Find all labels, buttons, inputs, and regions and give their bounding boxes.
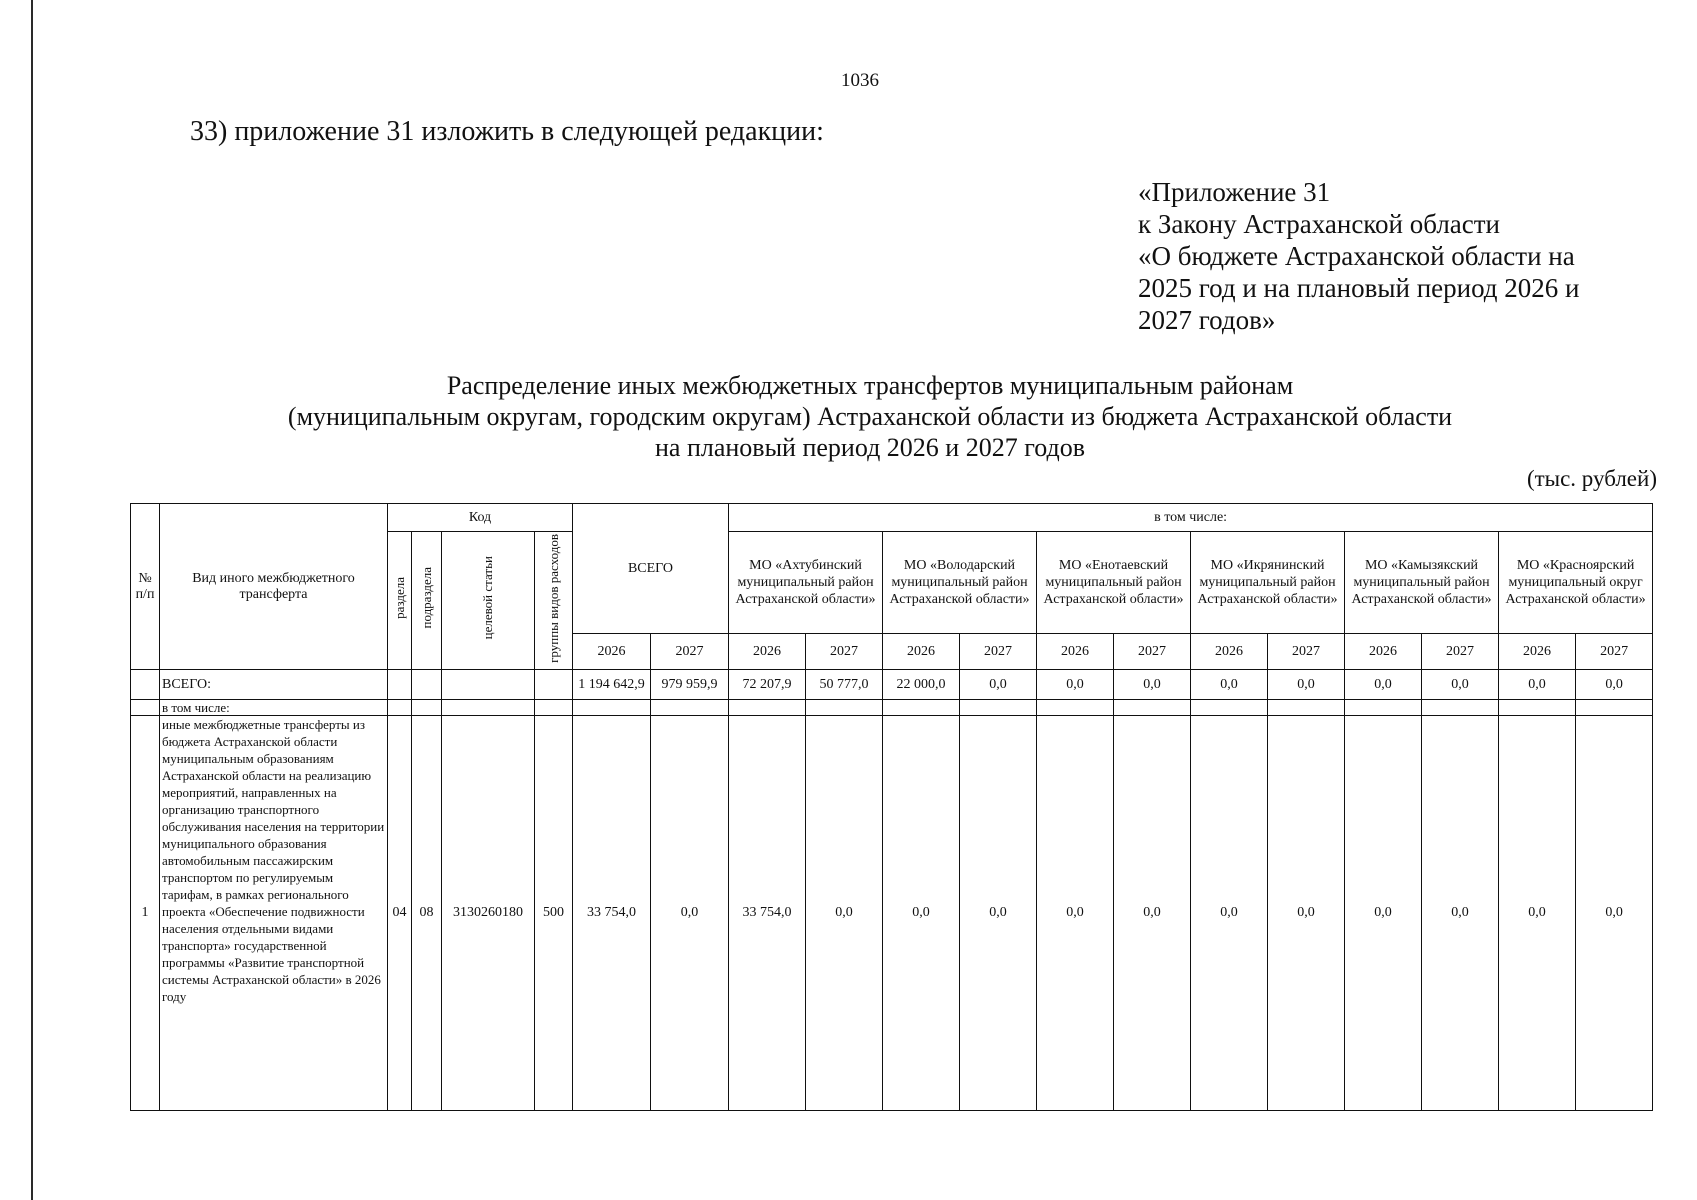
document-title: [180, 370, 1560, 463]
row-code-group: 500: [535, 716, 573, 1111]
header-year: 2026: [1345, 634, 1422, 670]
cell-empty: [1114, 700, 1191, 716]
amendment-text: 33) приложение 31 изложить в следующей редакции:: [190, 116, 824, 147]
appendix-line: «О бюджете Астраханской области на: [1138, 241, 1575, 271]
header-year: 2027: [960, 634, 1037, 670]
page-number: 1036: [841, 70, 879, 91]
cell-empty: [535, 700, 573, 716]
header-including: в том числе:: [729, 504, 1653, 532]
total-label: ВСЕГО:: [160, 670, 388, 700]
row-value: 0,0: [651, 716, 729, 1111]
header-year: 2026: [1037, 634, 1114, 670]
total-value: 22 000,0: [883, 670, 960, 700]
cell-empty: [131, 700, 160, 716]
header-mo-kamyzyaksky: МО «Камызякский муниципальный район Астраханской области»: [1345, 532, 1499, 634]
cell-empty: [883, 700, 960, 716]
header-code: Код: [388, 504, 573, 532]
table-row-total: [131, 670, 1653, 700]
row-value: 33 754,0: [573, 716, 651, 1111]
cell-empty: [535, 670, 573, 700]
cell-empty: [651, 700, 729, 716]
row-value: 33 754,0: [729, 716, 806, 1111]
header-year: 2026: [1191, 634, 1268, 670]
cell-empty: [388, 670, 412, 700]
row-value: 0,0: [1037, 716, 1114, 1111]
title-line: Распределение иных межбюджетных трансфертов муниципальным районам: [446, 371, 1294, 400]
header-year: 2027: [1114, 634, 1191, 670]
row-value: 0,0: [806, 716, 883, 1111]
row-value: 0,0: [960, 716, 1037, 1111]
cell-empty: [960, 700, 1037, 716]
total-value: 0,0: [1268, 670, 1345, 700]
total-value: 0,0: [1345, 670, 1422, 700]
cell-empty: [1268, 700, 1345, 716]
row-num: 1: [131, 716, 160, 1111]
cell-empty: [442, 700, 535, 716]
title-line: на плановый период 2026 и 2027 годов: [655, 433, 1085, 462]
header-year: 2027: [1576, 634, 1653, 670]
row-code-subsection: 08: [412, 716, 442, 1111]
row-value: 0,0: [1576, 716, 1653, 1111]
cell-empty: [1576, 700, 1653, 716]
total-value: 72 207,9: [729, 670, 806, 700]
total-value: 0,0: [1576, 670, 1653, 700]
cell-empty: [1191, 700, 1268, 716]
row-value: 0,0: [1114, 716, 1191, 1111]
cell-empty: [1499, 700, 1576, 716]
cell-empty: [412, 700, 442, 716]
header-code-section: раздела: [388, 532, 412, 670]
row-value: 0,0: [1191, 716, 1268, 1111]
header-mo-volodarsky: МО «Володарский муниципальный район Астраханской области»: [883, 532, 1037, 634]
row-description: иные межбюджетные трансферты из бюджета Астраханской области муниципальным образованиям Астраханской области на реализацию мероприятий, направленных на организацию транспортного обслуживания населения на территории муниципального образования автомобильным пассажирским транспортом по регулируемым тарифам, в рамках регионального проекта «Обеспечение подвижности населения отдельными видами транспорта» государственной программы «Развитие транспортной системы Астраханской области» в 2026 году: [160, 716, 388, 1111]
cell-empty: [1037, 700, 1114, 716]
header-year: 2026: [1499, 634, 1576, 670]
header-code-target: целевой статьи: [442, 532, 535, 670]
header-year: 2027: [806, 634, 883, 670]
total-value: 0,0: [1037, 670, 1114, 700]
transfers-table: [130, 503, 1653, 1111]
header-year: 2026: [883, 634, 960, 670]
cell-empty: [412, 670, 442, 700]
total-value: 1 194 642,9: [573, 670, 651, 700]
cell-empty: [1345, 700, 1422, 716]
appendix-line: «Приложение 31: [1138, 177, 1331, 207]
total-value: 0,0: [1191, 670, 1268, 700]
cell-empty: [388, 700, 412, 716]
title-line: (муниципальным округам, городским округам) Астраханской области из бюджета Астраханской области: [287, 402, 1453, 431]
header-total: ВСЕГО: [573, 504, 729, 634]
cell-empty: [573, 700, 651, 716]
header-code-subsection: подраздела: [412, 532, 442, 670]
margin-line: [31, 0, 33, 1200]
header-year: 2026: [573, 634, 651, 670]
cell-empty: [729, 700, 806, 716]
cell-empty: [1422, 700, 1499, 716]
units-label: (тыс. рублей): [1526, 466, 1657, 491]
header-year: 2026: [729, 634, 806, 670]
including-label: в том числе:: [160, 700, 388, 716]
appendix-reference: [1138, 176, 1579, 336]
table-row: [131, 716, 1653, 1111]
appendix-line: 2025 год и на плановый период 2026 и: [1138, 273, 1580, 303]
total-value: 0,0: [960, 670, 1037, 700]
cell-empty: [442, 670, 535, 700]
header-mo-krasnoyarsky: МО «Красноярский муниципальный округ Астраханской области»: [1499, 532, 1653, 634]
row-value: 0,0: [1422, 716, 1499, 1111]
row-code-section: 04: [388, 716, 412, 1111]
total-value: 979 959,9: [651, 670, 729, 700]
row-value: 0,0: [1345, 716, 1422, 1111]
header-year: 2027: [651, 634, 729, 670]
total-value: 50 777,0: [806, 670, 883, 700]
appendix-line: к Закону Астраханской области: [1138, 209, 1501, 239]
header-mo-akhtubinsky: МО «Ахтубинский муниципальный район Астраханской области»: [729, 532, 883, 634]
header-mo-ikryaninsky: МО «Икрянинский муниципальный район Астраханской области»: [1191, 532, 1345, 634]
cell-empty: [131, 670, 160, 700]
total-value: 0,0: [1499, 670, 1576, 700]
total-value: 0,0: [1114, 670, 1191, 700]
row-code-target: 3130260180: [442, 716, 535, 1111]
row-value: 0,0: [883, 716, 960, 1111]
header-kind: Вид иного межбюджетного трансферта: [160, 504, 388, 670]
table-row-including: [131, 700, 1653, 716]
header-year: 2027: [1268, 634, 1345, 670]
header-mo-enotaevsky: МО «Енотаевский муниципальный район Астраханской области»: [1037, 532, 1191, 634]
header-year: 2027: [1422, 634, 1499, 670]
row-value: 0,0: [1268, 716, 1345, 1111]
appendix-line: 2027 годов»: [1138, 305, 1276, 335]
cell-empty: [806, 700, 883, 716]
header-code-group: группы видов расходов: [535, 532, 573, 670]
total-value: 0,0: [1422, 670, 1499, 700]
header-num: № п/п: [131, 504, 160, 670]
row-value: 0,0: [1499, 716, 1576, 1111]
